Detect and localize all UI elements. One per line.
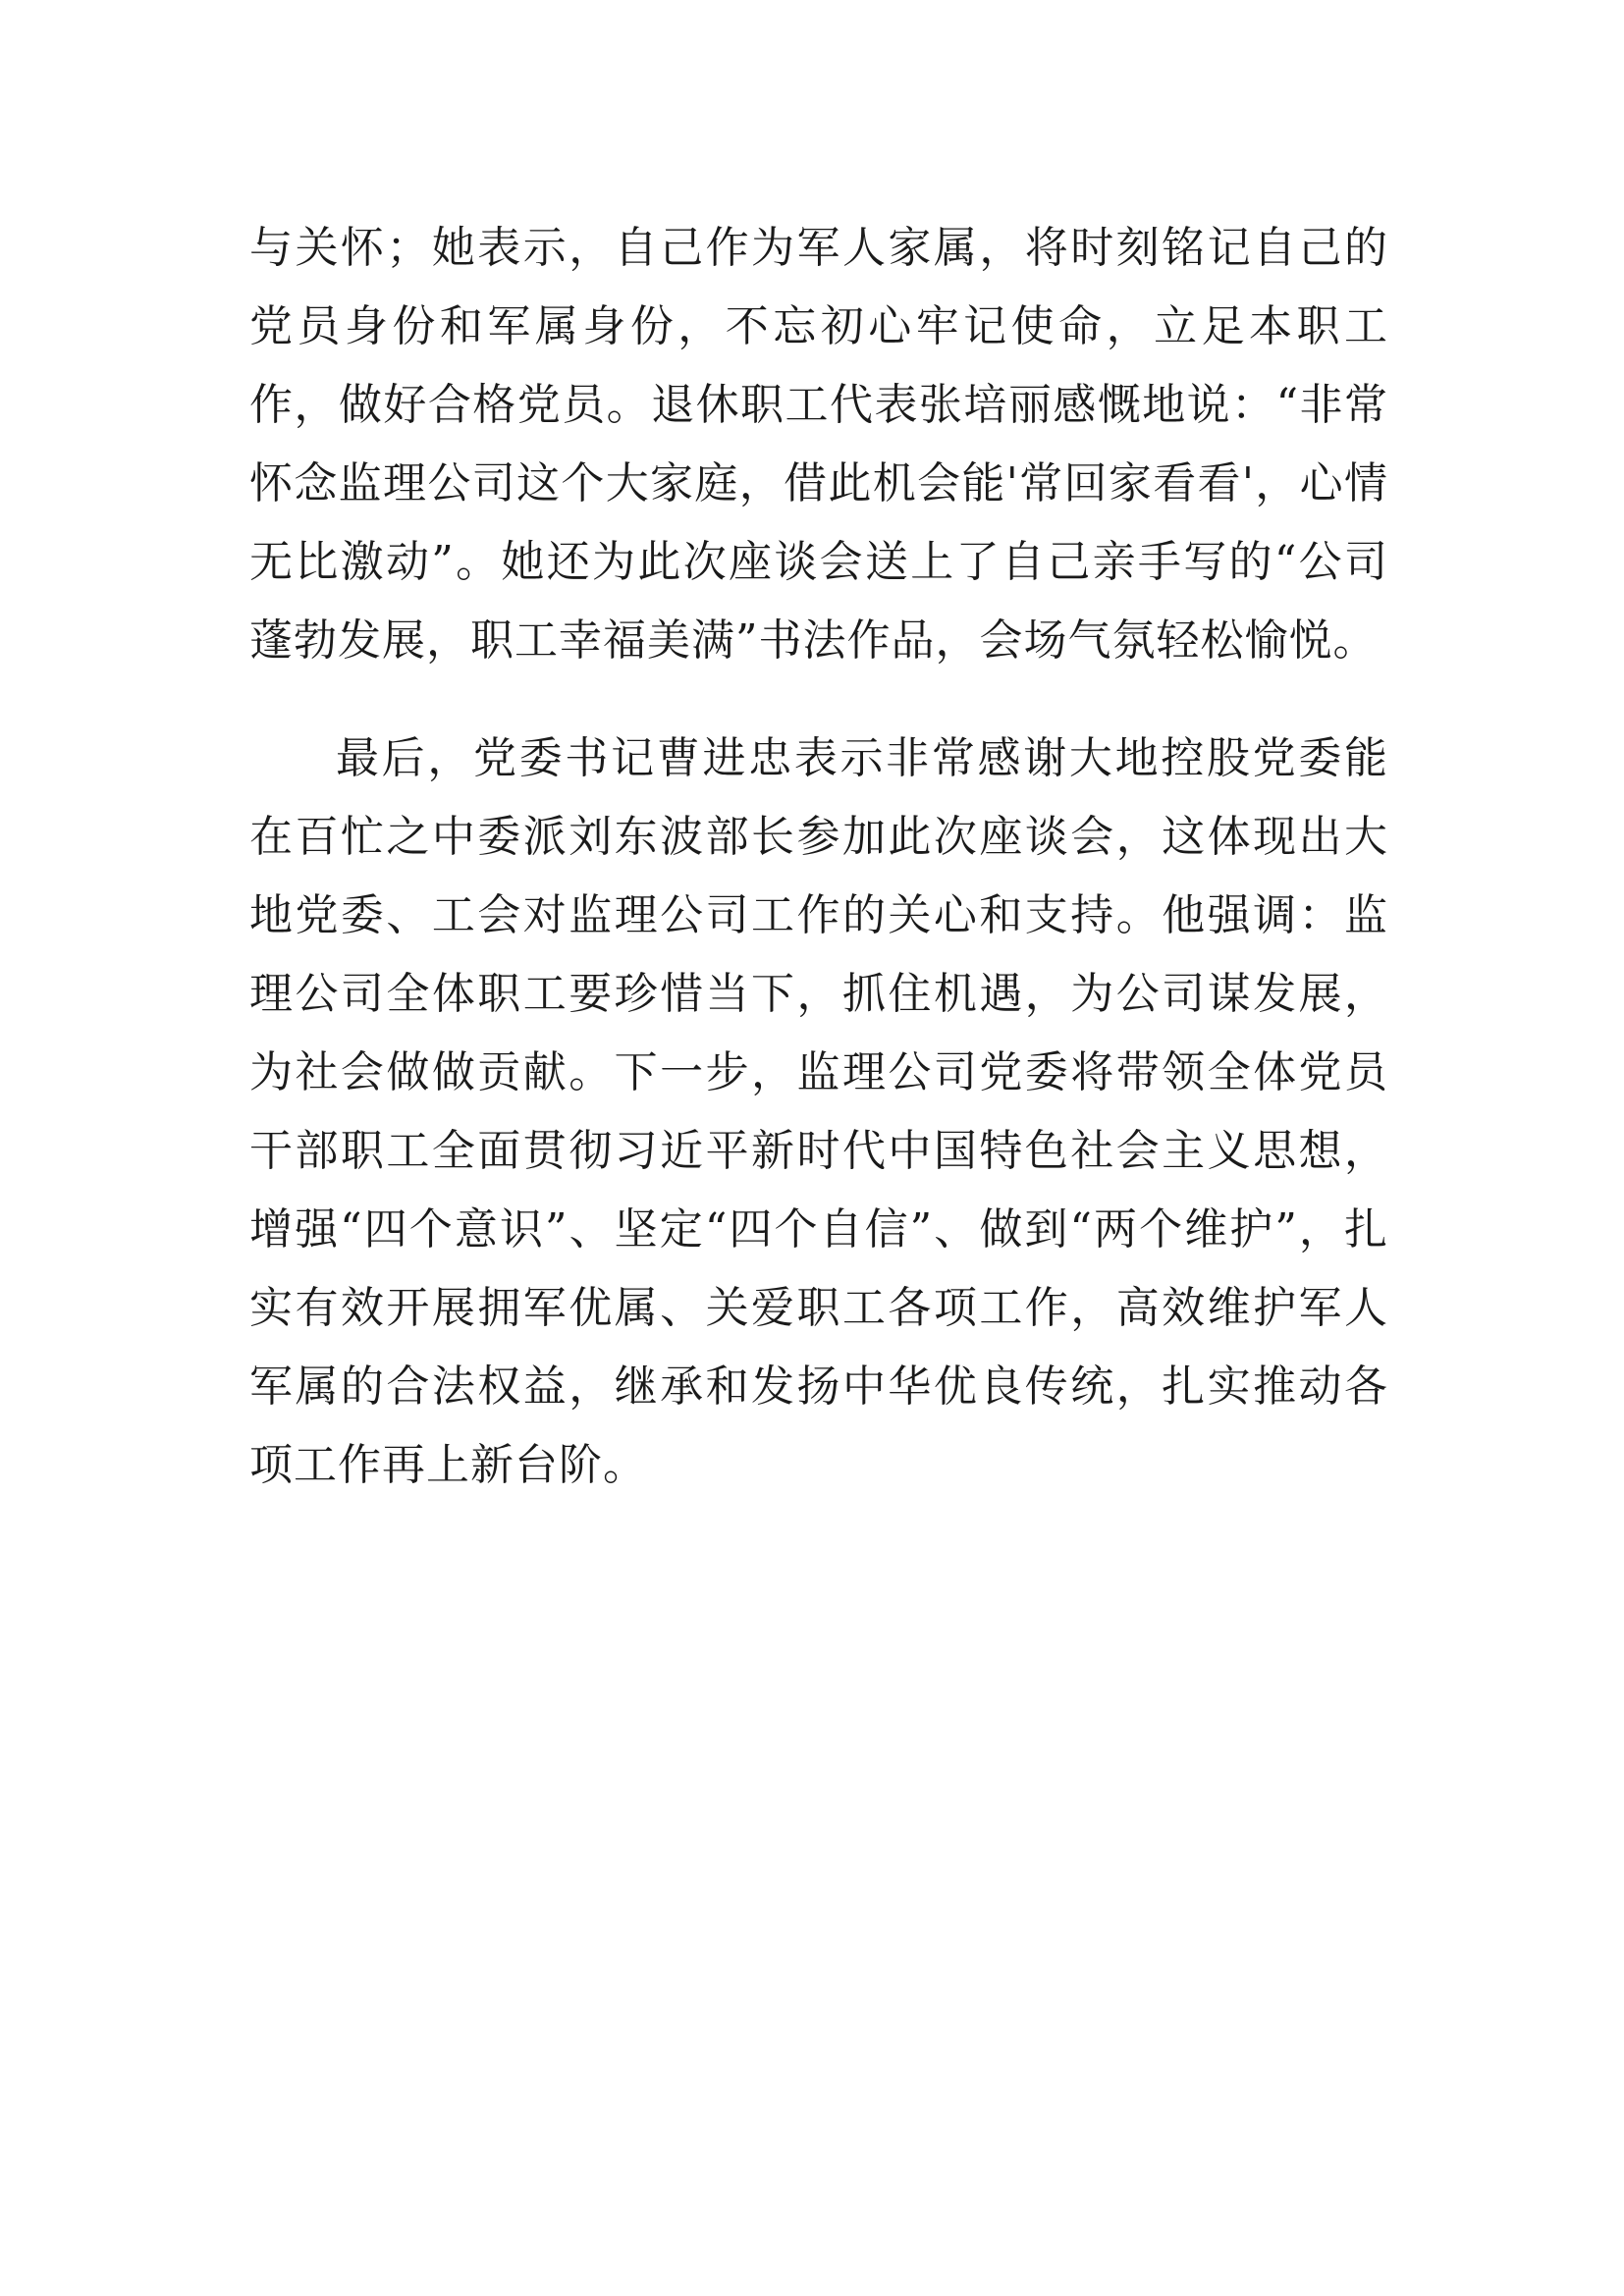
body-paragraph: 与关怀；她表示，自己作为军人家属，将时刻铭记自己的党员身份和军属身份，不忘初心牢记使命，立足本职工作，做好合格党员。退休职工代表张培丽感慨地说：“非常怀念监理公司这个大家庭，借此机会能'常回家看看'，心情无比激动”。她还为此次座谈会送上了自己亲手写的“公司蓬勃发展，职工幸福美满”书法作品，会场气氛轻松愉悦。 <box>249 223 1388 666</box>
body-paragraph: 最后，党委书记曹进忠表示非常感谢大地控股党委能在百忙之中委派刘东波部长参加此次座谈会，这体现出大地党委、工会对监理公司工作的关心和支持。他强调：监理公司全体职工要珍惜当下，抓住机遇，为公司谋发展，为社会做做贡献。下一步，监理公司党委将带领全体党员干部职工全面贯彻习近平新时代中国特色社会主义思想，增强“四个意识”、坚定“四个自信”、做到“两个维护”，扎实有效开展拥军优属、关爱职工各项工作，高效维护军人军属的合法权益，继承和发扬中华优良传统，扎实推动各项工作再上新台阶。 <box>249 733 1388 1490</box>
